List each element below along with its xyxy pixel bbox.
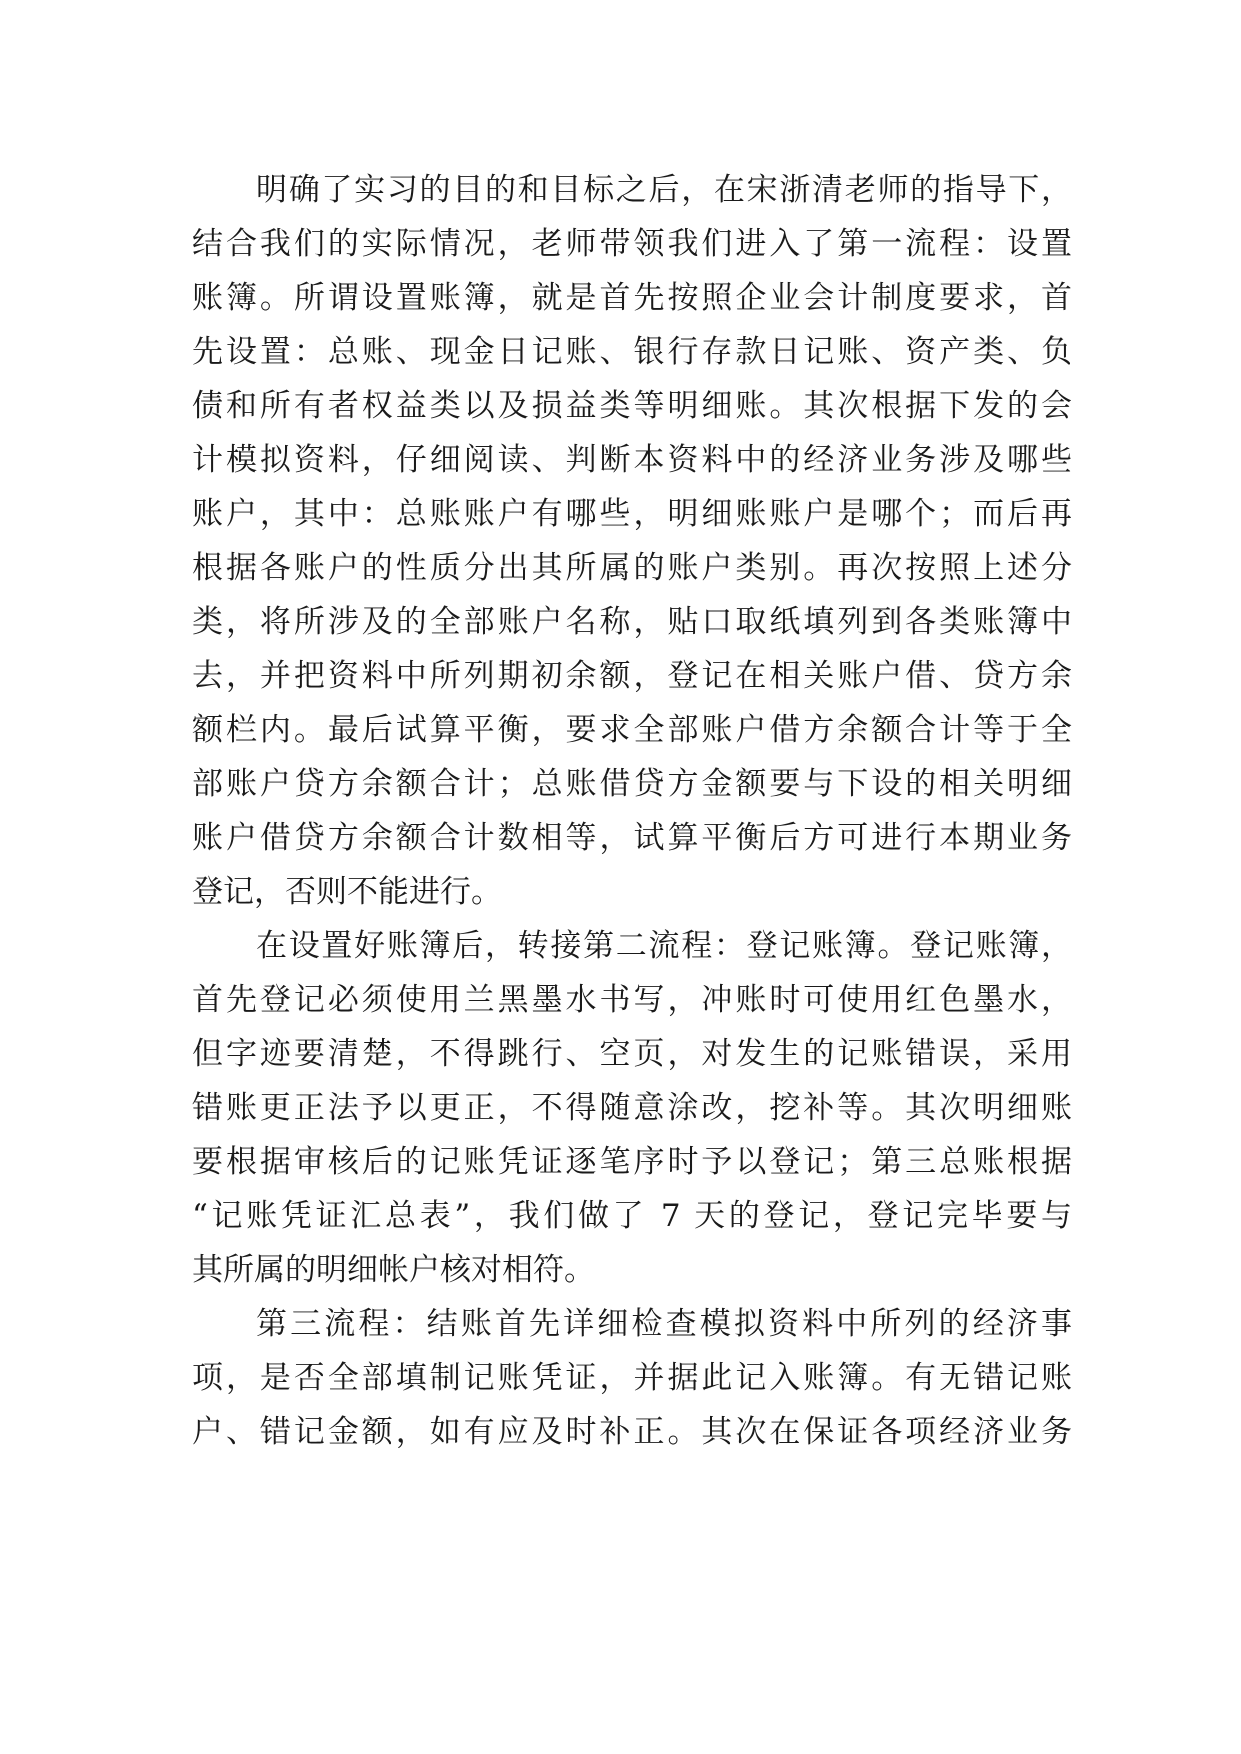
text-line: 账簿。所谓设置账簿，就是首先按照企业会计制度要求，首	[192, 280, 1072, 316]
text-line: 但字迹要清楚，不得跳行、空页，对发生的记账错误，采用	[192, 1036, 1072, 1072]
text-line: 额栏内。最后试算平衡，要求全部账户借方余额合计等于全	[192, 712, 1072, 748]
text-line: 要根据审核后的记账凭证逐笔序时予以登记；第三总账根据	[192, 1144, 1072, 1180]
text-line: 根据各账户的性质分出其所属的账户类别。再次按照上述分	[192, 550, 1072, 586]
text-line: 户、错记金额，如有应及时补正。其次在保证各项经济业务	[192, 1414, 1072, 1450]
text-line: 第三流程：结账首先详细检查模拟资料中所列的经济事	[256, 1306, 1072, 1342]
text-line: 去，并把资料中所列期初余额，登记在相关账户借、贷方余	[192, 658, 1072, 694]
text-line: 登记，否则不能进行。	[192, 874, 502, 910]
text-line: 首先登记必须使用兰黑墨水书写，冲账时可使用红色墨水，	[192, 982, 1072, 1018]
text-line: 账户，其中：总账账户有哪些，明细账账户是哪个；而后再	[192, 496, 1072, 532]
text-line: 计模拟资料，仔细阅读、判断本资料中的经济业务涉及哪些	[192, 442, 1072, 478]
text-line: 债和所有者权益类以及损益类等明细账。其次根据下发的会	[192, 388, 1072, 424]
text-line: 账户借贷方余额合计数相等，试算平衡后方可进行本期业务	[192, 820, 1072, 856]
text-line: “记账凭证汇总表”，我们做了 7 天的登记，登记完毕要与	[192, 1198, 1072, 1234]
text-line: 明确了实习的目的和目标之后，在宋浙清老师的指导下，	[256, 172, 1072, 208]
text-line: 其所属的明细帐户核对相符。	[192, 1252, 595, 1288]
text-line: 先设置：总账、现金日记账、银行存款日记账、资产类、负	[192, 334, 1072, 370]
text-line: 在设置好账簿后，转接第二流程：登记账簿。登记账簿，	[256, 928, 1072, 964]
text-line: 项，是否全部填制记账凭证，并据此记入账簿。有无错记账	[192, 1360, 1072, 1396]
text-line: 部账户贷方余额合计；总账借贷方金额要与下设的相关明细	[192, 766, 1072, 802]
text-line: 类，将所涉及的全部账户名称，贴口取纸填列到各类账簿中	[192, 604, 1072, 640]
text-line: 结合我们的实际情况，老师带领我们进入了第一流程：设置	[192, 226, 1072, 262]
text-line: 错账更正法予以更正，不得随意涂改，挖补等。其次明细账	[192, 1090, 1072, 1126]
